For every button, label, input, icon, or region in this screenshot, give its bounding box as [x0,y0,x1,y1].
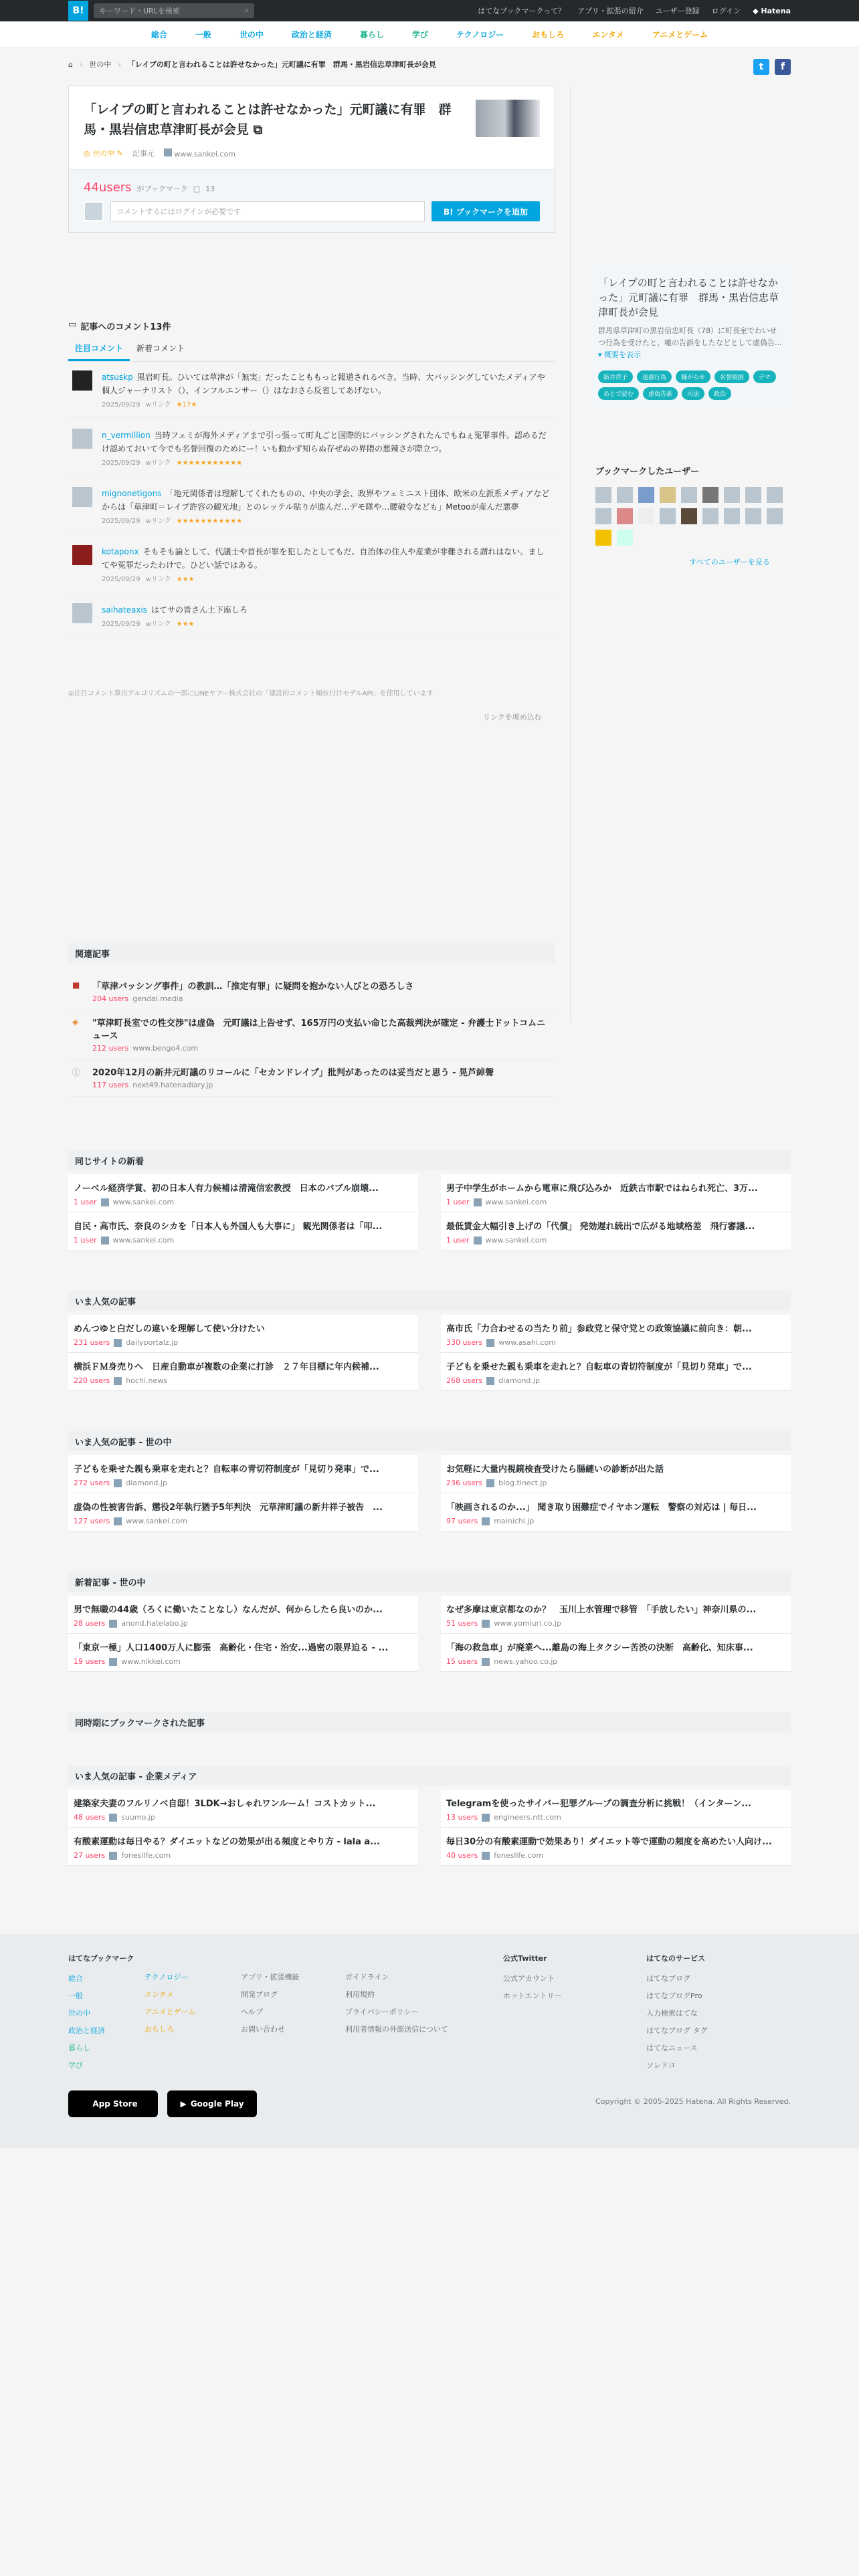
list-item[interactable] [441,1212,791,1251]
footer-link[interactable]: 総合 [68,1974,83,1983]
comment-algorithm-notice: ◎注目コメント算出アルゴリズムの一部にLINEヤフー株式会社の「建設的コメント順位付けモデルAPI」を使用しています [68,690,434,697]
item-title: 高市氏「力合わせるの当たり前」参政党と保守党との政策協議に前向き：朝... [446,1324,752,1334]
show-summary-link[interactable]: ▾ 概要を表示 [598,350,642,359]
comment-user[interactable]: mignonetigons [102,489,162,498]
tag-list [598,370,792,400]
comments-heading: ▭ 記事へのコメント13件 [68,320,171,332]
popular-world-grid [68,1455,791,1531]
embed-link[interactable]: リンクを埋め込む [483,713,542,722]
domain: www.sankei.com [112,1198,175,1206]
nav-item-life[interactable]: 暮らし [359,30,384,39]
avatar[interactable] [72,487,92,507]
footer [0,1934,859,2148]
footer-link[interactable]: プライバシーポリシー [345,2008,419,2016]
entry-card [68,86,555,233]
users-count[interactable]: 1 user [446,1198,470,1206]
share-buttons [753,59,791,75]
same-time-title: 同時期にブックマークされた記事 [68,1712,791,1732]
site-favicon-icon [164,148,172,156]
item-title: 子どもを乗せた親も乗車を走れと？自転車の青切符制度が「見切り発車」で... [74,1465,379,1475]
list-item[interactable] [68,974,555,1010]
list-item[interactable] [441,1353,791,1391]
footer-link[interactable]: テクノロジー [145,1973,189,1981]
item-title: 「東京一極」人口1400万人に膨張 高齢化・住宅・治安...過密の限界迫る - ... [74,1643,389,1653]
sidebar-divider [570,86,571,1022]
popular-title: いま人気の記事 [68,1291,791,1311]
article-icon: ⓘ [72,1068,81,1077]
avatar[interactable] [724,487,740,503]
users-count[interactable]: 19 users [74,1657,106,1666]
users-count[interactable]: 97 users [446,1517,478,1525]
nav-item-world[interactable]: 世の中 [239,30,264,39]
comment-user[interactable]: kotaponx [102,547,139,556]
domain: dailyportalz.jp [126,1338,179,1347]
domain[interactable]: www.bengo4.com [132,1044,199,1053]
app-store-badge[interactable]: App Store [68,2090,158,2117]
summary-title: 「レイプの町と言われることは許せなかった」元町議に有罪 群馬・黒岩信忠草津町長が会見 [598,277,779,318]
list-item[interactable] [441,1315,791,1353]
category-nav [0,21,859,48]
list-item[interactable] [68,1010,555,1060]
footer-link[interactable]: はてなブログ [646,1974,690,1983]
list-item[interactable] [441,1455,791,1493]
summary-box [590,266,791,409]
users-count[interactable]: 272 users [74,1479,110,1487]
avatar[interactable] [702,487,719,503]
avatar[interactable] [595,487,611,503]
footer-link[interactable]: はてなブログ タグ [646,2026,708,2035]
domain[interactable]: gendai.media [132,994,183,1003]
domain: anond.hatelabo.jp [121,1619,188,1628]
source-label: 記事元 [132,149,155,158]
related-title-text[interactable]: "草津町長室での性交渉"は虚偽 元町議は上告せず、165万円の支払い命じた高裁判決が確定 - 弁護士ドットコムニュース [92,1018,546,1041]
tag[interactable]: 迷惑行為 [637,370,672,383]
comment-link[interactable]: wリンク [145,621,171,628]
footer-title: はてなのサービス [646,1954,705,1963]
list-item[interactable] [68,1212,418,1251]
avatar[interactable] [72,603,92,623]
avatar[interactable] [681,508,697,524]
footer-link[interactable]: エンタメ [145,1990,174,1999]
avatar[interactable] [638,487,654,503]
same-site-title: 同じサイトの新着 [68,1150,791,1170]
tag[interactable]: 名誉毀損 [714,370,749,383]
breadcrumb: ⌂ › 世の中 › 「レイプの町と言われることは許せなかった」元町議に有罪 群馬・黒岩信忠草津町長が会見 [68,60,436,69]
comment-item [68,366,555,418]
item-title: 最低賃金大幅引き上げの「代償」 発効遅れ続出で広がる地域格差 飛行審議... [446,1222,755,1232]
users-count[interactable]: 48 users [74,1813,106,1822]
nav-item-politics[interactable]: 政治と経済 [291,30,332,39]
domain: news.yahoo.co.jp [494,1657,558,1666]
users-count[interactable]: 204 users [92,994,129,1003]
popular-grid [68,1315,791,1391]
avatar[interactable] [767,508,783,524]
popular-corp-title: いま人気の記事 - 企業メディア [68,1765,791,1786]
signup-link[interactable]: ユーザー登録 [655,7,700,15]
avatar[interactable] [702,508,719,524]
comment-text: そもそも論として、代議士や首長が罪を犯したとしてもだ、自治体の住人や産業が非難される謂れはない。ましてや冤罪だったわけで。ひどい話ではある。 [102,547,545,570]
related-title-text[interactable]: 2020年12月の新井元町議のリコールに「セカンドレイプ」批判があったのは妥当だと思う - 晃芦綽聲 [92,1068,494,1078]
users-count[interactable]: 40 users [446,1851,478,1860]
list-item[interactable] [68,1174,418,1212]
avatar[interactable] [767,487,783,503]
footer-link[interactable]: 暮らし [68,2044,90,2052]
entry-title[interactable]: 「レイプの町と言われることは許せなかった」元町議に有罪 群馬・黒岩信忠草津町長が会見 ⧉ [84,102,452,137]
list-item[interactable] [441,1828,791,1866]
users-count[interactable]: 28 users [74,1619,106,1628]
comment-input[interactable]: コメントするにはログインが必要です [110,201,425,221]
item-title: お気軽に大量内視鏡検査受けたら腸縺いの診断が出た話 [446,1465,664,1475]
comment-date[interactable]: 2025/09/29 [102,576,140,583]
top-bar [0,0,859,21]
comment-stars[interactable]: ★★★ [176,576,195,583]
bookmark-users-title: ブックマークしたユーザー [595,467,700,477]
login-link[interactable]: ログイン [711,7,741,15]
bookmark-users-grid [595,487,783,546]
list-item[interactable] [68,1455,418,1493]
users-count[interactable]: 236 users [446,1479,483,1487]
domain: fonesllfe.com [121,1851,171,1860]
footer-link[interactable]: アニメとゲーム [145,2008,196,2016]
article-icon: ■ [72,980,80,990]
breadcrumb-section[interactable]: 世の中 [89,60,112,69]
avatar[interactable] [595,508,611,524]
list-item[interactable] [441,1790,791,1828]
bookmark-label: がブックマーク [136,185,188,193]
item-title: 有酸素運動は毎日やる？ダイエットなどの効果が出る頻度とやり方 - lala a... [74,1837,380,1847]
footer-link[interactable]: はてなブログPro [646,1992,702,2000]
item-title: 横浜ＦＭ身売りへ 日産自動車が複数の企業に打診 ２７年目標に年内候補... [74,1362,379,1372]
hatena-logo[interactable]: ◆ Hatena [753,6,791,15]
avatar[interactable] [724,508,740,524]
nav-item-entertainment[interactable]: エンタメ [592,30,624,39]
item-title: 毎日30分の有酸素運動で効果あり！ダイエット等で運動の頻度を高めたい人向け... [446,1837,772,1847]
footer-link[interactable]: おもしろ [145,2025,174,2034]
item-title: 虚偽の性被害告訴、懲役2年執行猶予5年判決 元草津町議の新井祥子被告 ... [74,1503,383,1513]
search-input[interactable] [94,3,254,18]
comment-link[interactable]: wリンク [145,576,171,583]
users-count[interactable]: 220 users [74,1376,110,1385]
comment-stars[interactable]: ★★★★★★★★★★★ [176,518,243,525]
users-count[interactable]: 212 users [92,1044,129,1053]
summary-text: 群馬県草津町の黒岩信忠町長（78）に町長室でわいせつ行為を受けたと、嘘の告訴をしたなどとして虚偽告... ▾ 概要を表示 [598,326,782,359]
users-count[interactable]: 127 users [74,1517,110,1525]
footer-link[interactable]: アプリ・拡張機能 [241,1973,300,1981]
nav-item-it[interactable]: テクノロジー [456,30,504,39]
comment-list [68,366,555,644]
comment-icon: □ [193,185,201,193]
item-title: 男子中学生がホームから電車に飛び込みか 近鉄古市駅ではねられ死亡、3万... [446,1184,758,1194]
tag[interactable]: デマ [753,370,776,383]
domain: mainichi.jp [494,1517,535,1525]
footer-link[interactable]: 公式アカウント [503,1974,555,1983]
users-count[interactable]: 1 user [446,1236,470,1245]
avatar[interactable] [617,487,633,503]
footer-link[interactable]: ヘルプ [241,2008,263,2016]
domain: www.nikkei.com [121,1657,181,1666]
comment-stars[interactable]: ★17★ [176,401,197,409]
comment-text: はてサの皆さん土下座しろ [151,605,248,615]
search-placeholder: キーワード・URLを検索 [99,7,180,15]
nav-item-game[interactable]: アニメとゲーム [652,30,708,39]
avatar[interactable] [638,508,654,524]
tab-featured-comments[interactable]: 注目コメント [68,340,130,361]
list-item[interactable] [441,1174,791,1212]
popular-corp-grid [68,1790,791,1866]
footer-title: 公式Twitter [503,1954,547,1963]
tag[interactable]: 司法 [682,387,704,400]
users-count[interactable]: 117 users [92,1081,129,1089]
footer-link[interactable]: ガイドライン [345,1973,389,1981]
article-icon: ◈ [72,1017,79,1027]
comment-icon: ▭ [68,320,77,330]
comment-text: 当時フェミが海外メディアまで引っ張って町丸ごと国際的にバッシングされたんでもねぇ冤罪事件。認めるだけ認めておいて今でも名誉回復のためにー！いも動かず知らぬ存ぜぬの界隈の悪辣さが際立つ。 [102,431,547,453]
twitter-icon[interactable]: t [753,59,769,75]
list-item[interactable] [441,1493,791,1531]
footer-link[interactable]: 開発ブログ [241,1990,278,1999]
comment-link[interactable]: wリンク [145,401,171,409]
same-site-grid [68,1174,791,1251]
nav-item-fun[interactable]: おもしろ [532,30,565,39]
domain: www.sankei.com [126,1517,187,1525]
tag[interactable]: 政治 [708,387,731,400]
domain: www.asahi.com [498,1338,556,1347]
comment-date[interactable]: 2025/09/29 [102,459,140,467]
list-item[interactable] [68,1493,418,1531]
domain: engineers.ntt.com [494,1813,561,1822]
domain: suumo.jp [121,1813,155,1822]
users-count[interactable]: 231 users [74,1338,110,1347]
all-users-link[interactable]: すべてのユーザーを見る [689,558,770,566]
entry-thumbnail[interactable] [476,100,540,137]
tag[interactable]: 虚偽告訴 [643,387,678,400]
copyright: Copyright © 2005-2025 Hatena. All Rights Reserved. [595,2097,791,2106]
item-title: 建築家夫妻のフルリノベ自邸！3LDK→おしゃれワンルーム！コストカット... [74,1799,376,1809]
search-icon[interactable]: ⌕ [244,6,249,15]
comment-item [68,541,555,593]
nav-item-general[interactable]: 総合 [151,30,167,39]
domain: diamond.jp [126,1479,167,1487]
users-count[interactable]: 1 user [74,1236,97,1245]
avatar[interactable] [660,487,676,503]
domain[interactable]: next49.hatenadiary.jp [132,1081,213,1089]
home-icon[interactable]: ⌂ [68,60,73,69]
comment-item [68,483,555,534]
footer-link[interactable]: 利用者情報の外部送信について [345,2025,448,2034]
avatar[interactable] [660,508,676,524]
related-title-text[interactable]: 「草津バッシング事件」の教訓…「推定有罪」に疑問を抱かない人びとの恐ろしさ [92,982,414,992]
avatar[interactable] [595,530,611,546]
comment-stars[interactable]: ★★★★★★★★★★★ [176,459,243,467]
footer-link[interactable]: お問い合わせ [241,2025,285,2034]
popular-world-title: いま人気の記事 - 世の中 [68,1431,791,1451]
item-title: 男で無職の44歳（ろくに働いたことなし）なんだが、何からしたら良いのか... [74,1605,383,1615]
footer-link[interactable]: 利用規約 [345,1990,375,1999]
footer-link[interactable]: 学び [68,2061,83,2070]
avatar[interactable] [745,487,761,503]
list-item[interactable] [68,1596,418,1634]
footer-link[interactable]: 人力検索はてな [646,2009,698,2018]
comment-date[interactable]: 2025/09/29 [102,518,140,525]
play-icon: ▶ [180,2099,187,2109]
add-bookmark-button[interactable]: B! ブックマークを追加 [432,201,540,221]
new-world-title: 新着記事 - 世の中 [68,1572,791,1592]
hatena-bookmark-logo[interactable]: B! [68,1,88,21]
footer-link[interactable]: 政治と経済 [68,2026,105,2035]
footer-link[interactable]: 一般 [68,1992,83,2000]
domain: blog.tinect.jp [498,1479,547,1487]
list-item[interactable] [68,1790,418,1828]
item-title: なぜ多摩は東京都なのか？ 玉川上水管理で移管 「手放したい」神奈川県の... [446,1605,757,1615]
apps-link[interactable]: アプリ・拡張の紹介 [577,7,644,15]
tag[interactable]: 新井祥子 [598,370,633,383]
tab-new-comments[interactable]: 新着コメント [136,344,185,353]
footer-link[interactable]: ホットエントリー [503,1992,562,2000]
comment-count: 13 [205,185,215,193]
about-link[interactable]: はてなブックマークって？ [478,7,566,15]
comment-user[interactable]: n_vermillion [102,431,151,440]
domain: www.yomiuri.co.jp [494,1619,561,1628]
domain: fonesllfe.com [494,1851,544,1860]
breadcrumb-title: 「レイプの町と言われることは許せなかった」元町議に有罪 群馬・黒岩信忠草津町長が会見 [127,60,436,69]
domain: diamond.jp [498,1376,540,1385]
comment-item [68,599,555,637]
item-title: 子どもを乗せた親も乗車を走れと？自転車の青切符制度が「見切り発車」で... [446,1362,752,1372]
footer-link[interactable]: はてなニュース [646,2044,698,2052]
footer-title: はてなブックマーク [68,1954,134,1963]
avatar[interactable] [745,508,761,524]
avatar[interactable] [72,429,92,449]
comment-link[interactable]: wリンク [145,459,171,467]
list-item[interactable] [441,1596,791,1634]
comment-item [68,425,555,476]
domain: hochi.news [126,1376,167,1385]
related-title: 関連記事 [68,943,555,963]
avatar[interactable] [681,487,697,503]
tag[interactable]: 嫌がらせ [676,370,710,383]
domain: www.sankei.com [112,1236,175,1245]
item-title: ノーベル経済学賞、初の日本人有力候補は清滝信宏教授 日本のバブル崩壊... [74,1184,379,1194]
related-list [68,974,555,1097]
domain: www.sankei.com [485,1198,547,1206]
users-count[interactable]: 15 users [446,1657,478,1666]
users-count[interactable]: 330 users [446,1338,483,1347]
comment-text: 「地元関係者は理解してくれたものの、中央の学会、政界やフェミニスト団体、欧米の左派系メディアなどからは「草津町＝レイプ許容の観光地」とのレッテル貼りが進んだ…デモ隊や…腰破令なども」Metooが産んだ悪夢 [102,489,550,512]
nav-item-knowledge[interactable]: 学び [411,30,428,39]
avatar[interactable] [72,370,92,391]
comment-date[interactable]: 2025/09/29 [102,621,140,628]
list-item[interactable] [68,1353,418,1391]
comment-user[interactable]: atsuskp [102,372,133,382]
avatar[interactable] [617,508,633,524]
item-title: めんつゆと白だしの違いを理解して使い分けたい [74,1324,265,1334]
footer-link[interactable]: ソレドコ [646,2061,676,2070]
bookmark-users-count[interactable]: 44users [84,181,132,195]
facebook-icon[interactable]: f [775,59,791,75]
users-count[interactable]: 27 users [74,1851,106,1860]
entry-domain[interactable]: www.sankei.com [164,148,235,158]
item-title: Telegramを使ったサイバー犯罪グループの調査分析に挑戦！（インターン... [446,1799,752,1809]
comment-tabs [68,340,555,362]
entry-category[interactable]: ◎ 世の中 ✎ [84,149,123,158]
list-item[interactable] [68,1060,555,1097]
item-title: 「映画されるのか...」 聞き取り困難症でイヤホン運転 警察の対応は | 毎日... [446,1503,757,1513]
list-item[interactable] [441,1634,791,1672]
comment-link[interactable]: wリンク [145,518,171,525]
users-count[interactable]: 51 users [446,1619,478,1628]
avatar[interactable] [617,530,633,546]
comment-user[interactable]: saihateaxis [102,605,148,615]
new-world-grid [68,1596,791,1672]
tag[interactable]: あとで読む [598,387,639,400]
domain: www.sankei.com [485,1236,547,1245]
users-count[interactable]: 13 users [446,1813,478,1822]
avatar[interactable] [72,545,92,565]
list-item[interactable] [68,1828,418,1866]
item-title: 自民・高市氏、奈良のシカを「日本人も外国人も大事に」 観光関係者は「叩... [74,1222,383,1232]
nav-item-ippan[interactable]: 一般 [195,30,211,39]
external-link-icon: ⧉ [253,122,263,137]
comment-date[interactable]: 2025/09/29 [102,401,140,409]
users-count[interactable]: 268 users [446,1376,483,1385]
footer-link[interactable]: 世の中 [68,2009,90,2018]
list-item[interactable] [68,1634,418,1672]
list-item[interactable] [68,1315,418,1353]
avatar [84,201,104,221]
users-count[interactable]: 1 user [74,1198,97,1206]
google-play-badge[interactable]: ▶ Google Play [167,2090,257,2117]
comment-stars[interactable]: ★★★ [176,621,195,628]
item-title: 「海の救急車」が廃業へ...離島の海上タクシー苦渋の決断 高齢化、知床事... [446,1643,753,1653]
comment-text: 黒岩町長。ひいては草津が「無実」だったことももっと報道されるべき。当時、大バッシングしていたメディアや個人ジャーナリスト（）、インフルエンサー（）はなおさら反省してあげない。 [102,372,545,395]
